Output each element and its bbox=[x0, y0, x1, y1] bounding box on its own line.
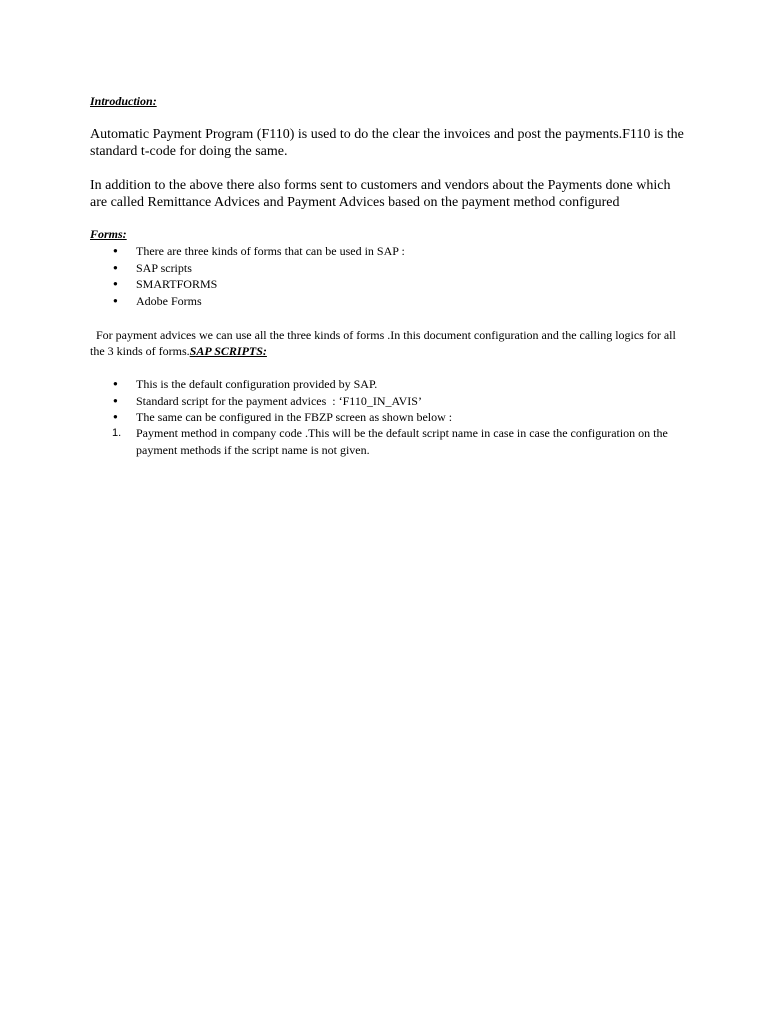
forms-heading: Forms: bbox=[90, 227, 127, 241]
list-item-text: SAP scripts bbox=[136, 260, 192, 275]
bullet-dot-icon: ● bbox=[113, 262, 118, 272]
list-item bbox=[0, 409, 676, 426]
forms-list bbox=[0, 243, 676, 310]
list-item-text: Payment method in company code .This will be the default script name in case in case the configuration on the payment methods if the script name is not given. bbox=[136, 426, 668, 457]
bullet-dot-icon: ● bbox=[113, 379, 118, 388]
list-number: 1. bbox=[112, 427, 122, 439]
sap-scripts-numbered-list bbox=[0, 425, 676, 458]
intro-paragraph-2: In addition to the above there also forms sent to customers and vendors about the Payments done which are called Remittance Advices and Payment Advices based on the payment method configured bbox=[90, 178, 671, 210]
payment-advices-text: For payment advices we can use all the three kinds of forms .In this document configuration and the calling logics for all the 3 kinds of forms. bbox=[90, 328, 679, 358]
list-item bbox=[0, 376, 676, 393]
bullet-dot-icon: ● bbox=[113, 395, 118, 405]
list-item-text: This is the default configuration provided by SAP. bbox=[136, 377, 378, 391]
list-item bbox=[0, 276, 676, 293]
list-item-text: Adobe Forms bbox=[136, 294, 202, 309]
list-item-text: There are three kinds of forms that can be used in SAP : bbox=[136, 244, 405, 258]
list-item bbox=[0, 243, 676, 260]
list-item-text: SMARTFORMS bbox=[136, 277, 218, 292]
list-item-text: The same can be configured in the FBZP screen as shown below : bbox=[136, 410, 453, 425]
list-item bbox=[0, 425, 676, 458]
payment-advices-paragraph bbox=[90, 327, 690, 359]
introduction-heading: Introduction: bbox=[90, 94, 157, 108]
sap-scripts-bullet-list bbox=[0, 376, 676, 426]
list-item bbox=[0, 293, 676, 310]
bullet-dot-icon: ● bbox=[113, 246, 118, 255]
bullet-dot-icon: ● bbox=[113, 412, 118, 422]
bullet-dot-icon: ● bbox=[113, 279, 118, 289]
sap-scripts-heading: SAP SCRIPTS: bbox=[189, 344, 267, 358]
intro-paragraph-1: Automatic Payment Program (F110) is used to do the clear the invoices and post the payments.F110 is the standard t-code for doing the same. bbox=[90, 127, 684, 159]
list-item-text: Standard script for the payment advices : ‘F110_IN_AVIS’ bbox=[136, 393, 422, 408]
list-item bbox=[0, 393, 676, 410]
bullet-dot-icon: ● bbox=[113, 296, 118, 306]
list-item bbox=[0, 260, 676, 277]
